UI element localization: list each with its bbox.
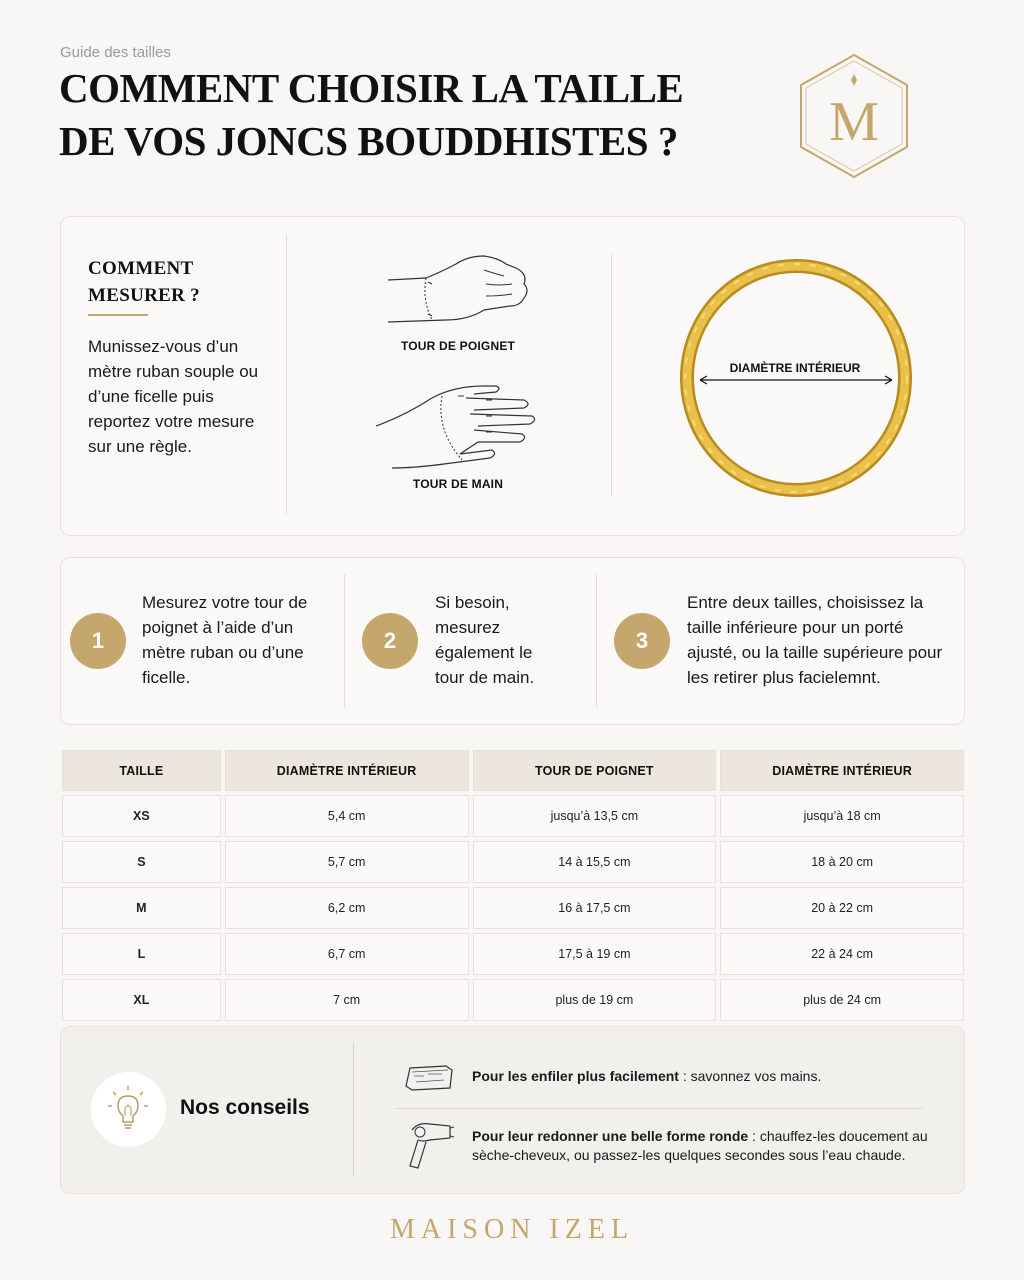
bangle-illustration <box>678 258 914 498</box>
measure-instructions: Munissez-vous d’un mètre ruban souple ou d’une ficelle puis reportez votre mesure sur une règle. <box>88 337 259 456</box>
table-cell: 16 à 17,5 cm <box>473 887 717 929</box>
page-title <box>59 62 759 168</box>
eyebrow-label: Guide des tailles <box>60 44 171 61</box>
column-header-hand: DIAMÈTRE INTÉRIEUR <box>720 750 964 791</box>
soap-icon <box>404 1060 456 1092</box>
hairdryer-icon <box>404 1120 456 1172</box>
step-text-1: Mesurez votre tour de poignet à l’aide d’un mètre ruban ou d’une ficelle. <box>142 593 308 687</box>
step-text-2: Si besoin, mesurez également le tour de main. <box>435 593 535 687</box>
diameter-label: DIAMÈTRE INTÉRIEUR <box>729 361 861 375</box>
tip-2-bold: Pour leur redonner une belle forme ronde <box>472 1128 749 1144</box>
table-row <box>62 979 964 1021</box>
title-line-2: DE VOS JONCS BOUDDHISTES ? <box>59 118 678 164</box>
divider <box>286 234 287 515</box>
divider <box>596 574 597 708</box>
table-cell: S <box>62 841 221 883</box>
table-cell: 14 à 15,5 cm <box>473 841 717 883</box>
table-row <box>62 841 964 883</box>
table-cell: 6,7 cm <box>225 933 469 975</box>
table-row <box>62 933 964 975</box>
measure-heading-line-1: COMMENT <box>88 258 194 279</box>
table-cell: 20 à 22 cm <box>720 887 964 929</box>
heading-underline <box>88 314 148 316</box>
lightbulb-badge <box>91 1072 166 1147</box>
step-number-2: 2 <box>362 613 418 669</box>
tip-1-rest: : savonnez vos mains. <box>678 1068 822 1084</box>
table-cell: 7 cm <box>225 979 469 1021</box>
tips-heading: Nos conseils <box>180 1096 310 1119</box>
tip-1-bold: Pour les enfiler plus facilement <box>472 1068 679 1084</box>
table-row <box>62 795 964 837</box>
tip-2 <box>472 1127 942 1165</box>
title-line-1: COMMENT CHOISIR LA TAILLE <box>59 65 684 111</box>
table-cell: 5,4 cm <box>225 795 469 837</box>
column-header-size: TAILLE <box>62 750 221 791</box>
table-cell: 6,2 cm <box>225 887 469 929</box>
step-number-3: 3 <box>614 613 670 669</box>
step-text-3: Entre deux tailles, choisissez la taille inférieure pour un porté ajusté, ou la taille supérieure pour les retirer plus facielemnt. <box>687 593 943 687</box>
table-header-row <box>62 750 964 791</box>
table-cell: 17,5 à 19 cm <box>473 933 717 975</box>
brand-logo <box>796 52 912 180</box>
tip-divider <box>396 1108 922 1109</box>
logo-letter: M <box>829 91 879 153</box>
table-cell: XS <box>62 795 221 837</box>
column-header-wrist: TOUR DE POIGNET <box>473 750 717 791</box>
wrist-label: TOUR DE POIGNET <box>400 339 516 353</box>
table-row <box>62 887 964 929</box>
divider <box>611 254 612 496</box>
size-table <box>58 746 968 1025</box>
table-cell: 5,7 cm <box>225 841 469 883</box>
divider <box>353 1042 354 1176</box>
table-cell: 18 à 20 cm <box>720 841 964 883</box>
table-cell: jusqu’à 13,5 cm <box>473 795 717 837</box>
footer-brand: MAISON IZEL <box>389 1214 635 1245</box>
measure-heading-line-2: MESURER ? <box>88 285 200 306</box>
column-header-inner-diameter: DIAMÈTRE INTÉRIEUR <box>225 750 469 791</box>
table-cell: 22 à 24 cm <box>720 933 964 975</box>
tip-1 <box>472 1067 942 1086</box>
tip-2-rest: : chauffez-les doucement au sèche-cheveux, ou passez-les quelques secondes sous l’eau chaude. <box>472 1128 928 1163</box>
measure-heading <box>88 255 200 309</box>
step-number-1: 1 <box>70 613 126 669</box>
table-cell: XL <box>62 979 221 1021</box>
wrist-illustration <box>386 250 534 328</box>
table-cell: L <box>62 933 221 975</box>
table-cell: plus de 19 cm <box>473 979 717 1021</box>
hand-illustration <box>374 380 540 472</box>
divider <box>344 574 345 708</box>
table-cell: M <box>62 887 221 929</box>
lightbulb-icon <box>91 1072 166 1147</box>
table-cell: jusqu’à 18 cm <box>720 795 964 837</box>
hand-label: TOUR DE MAIN <box>412 477 504 491</box>
table-cell: plus de 24 cm <box>720 979 964 1021</box>
